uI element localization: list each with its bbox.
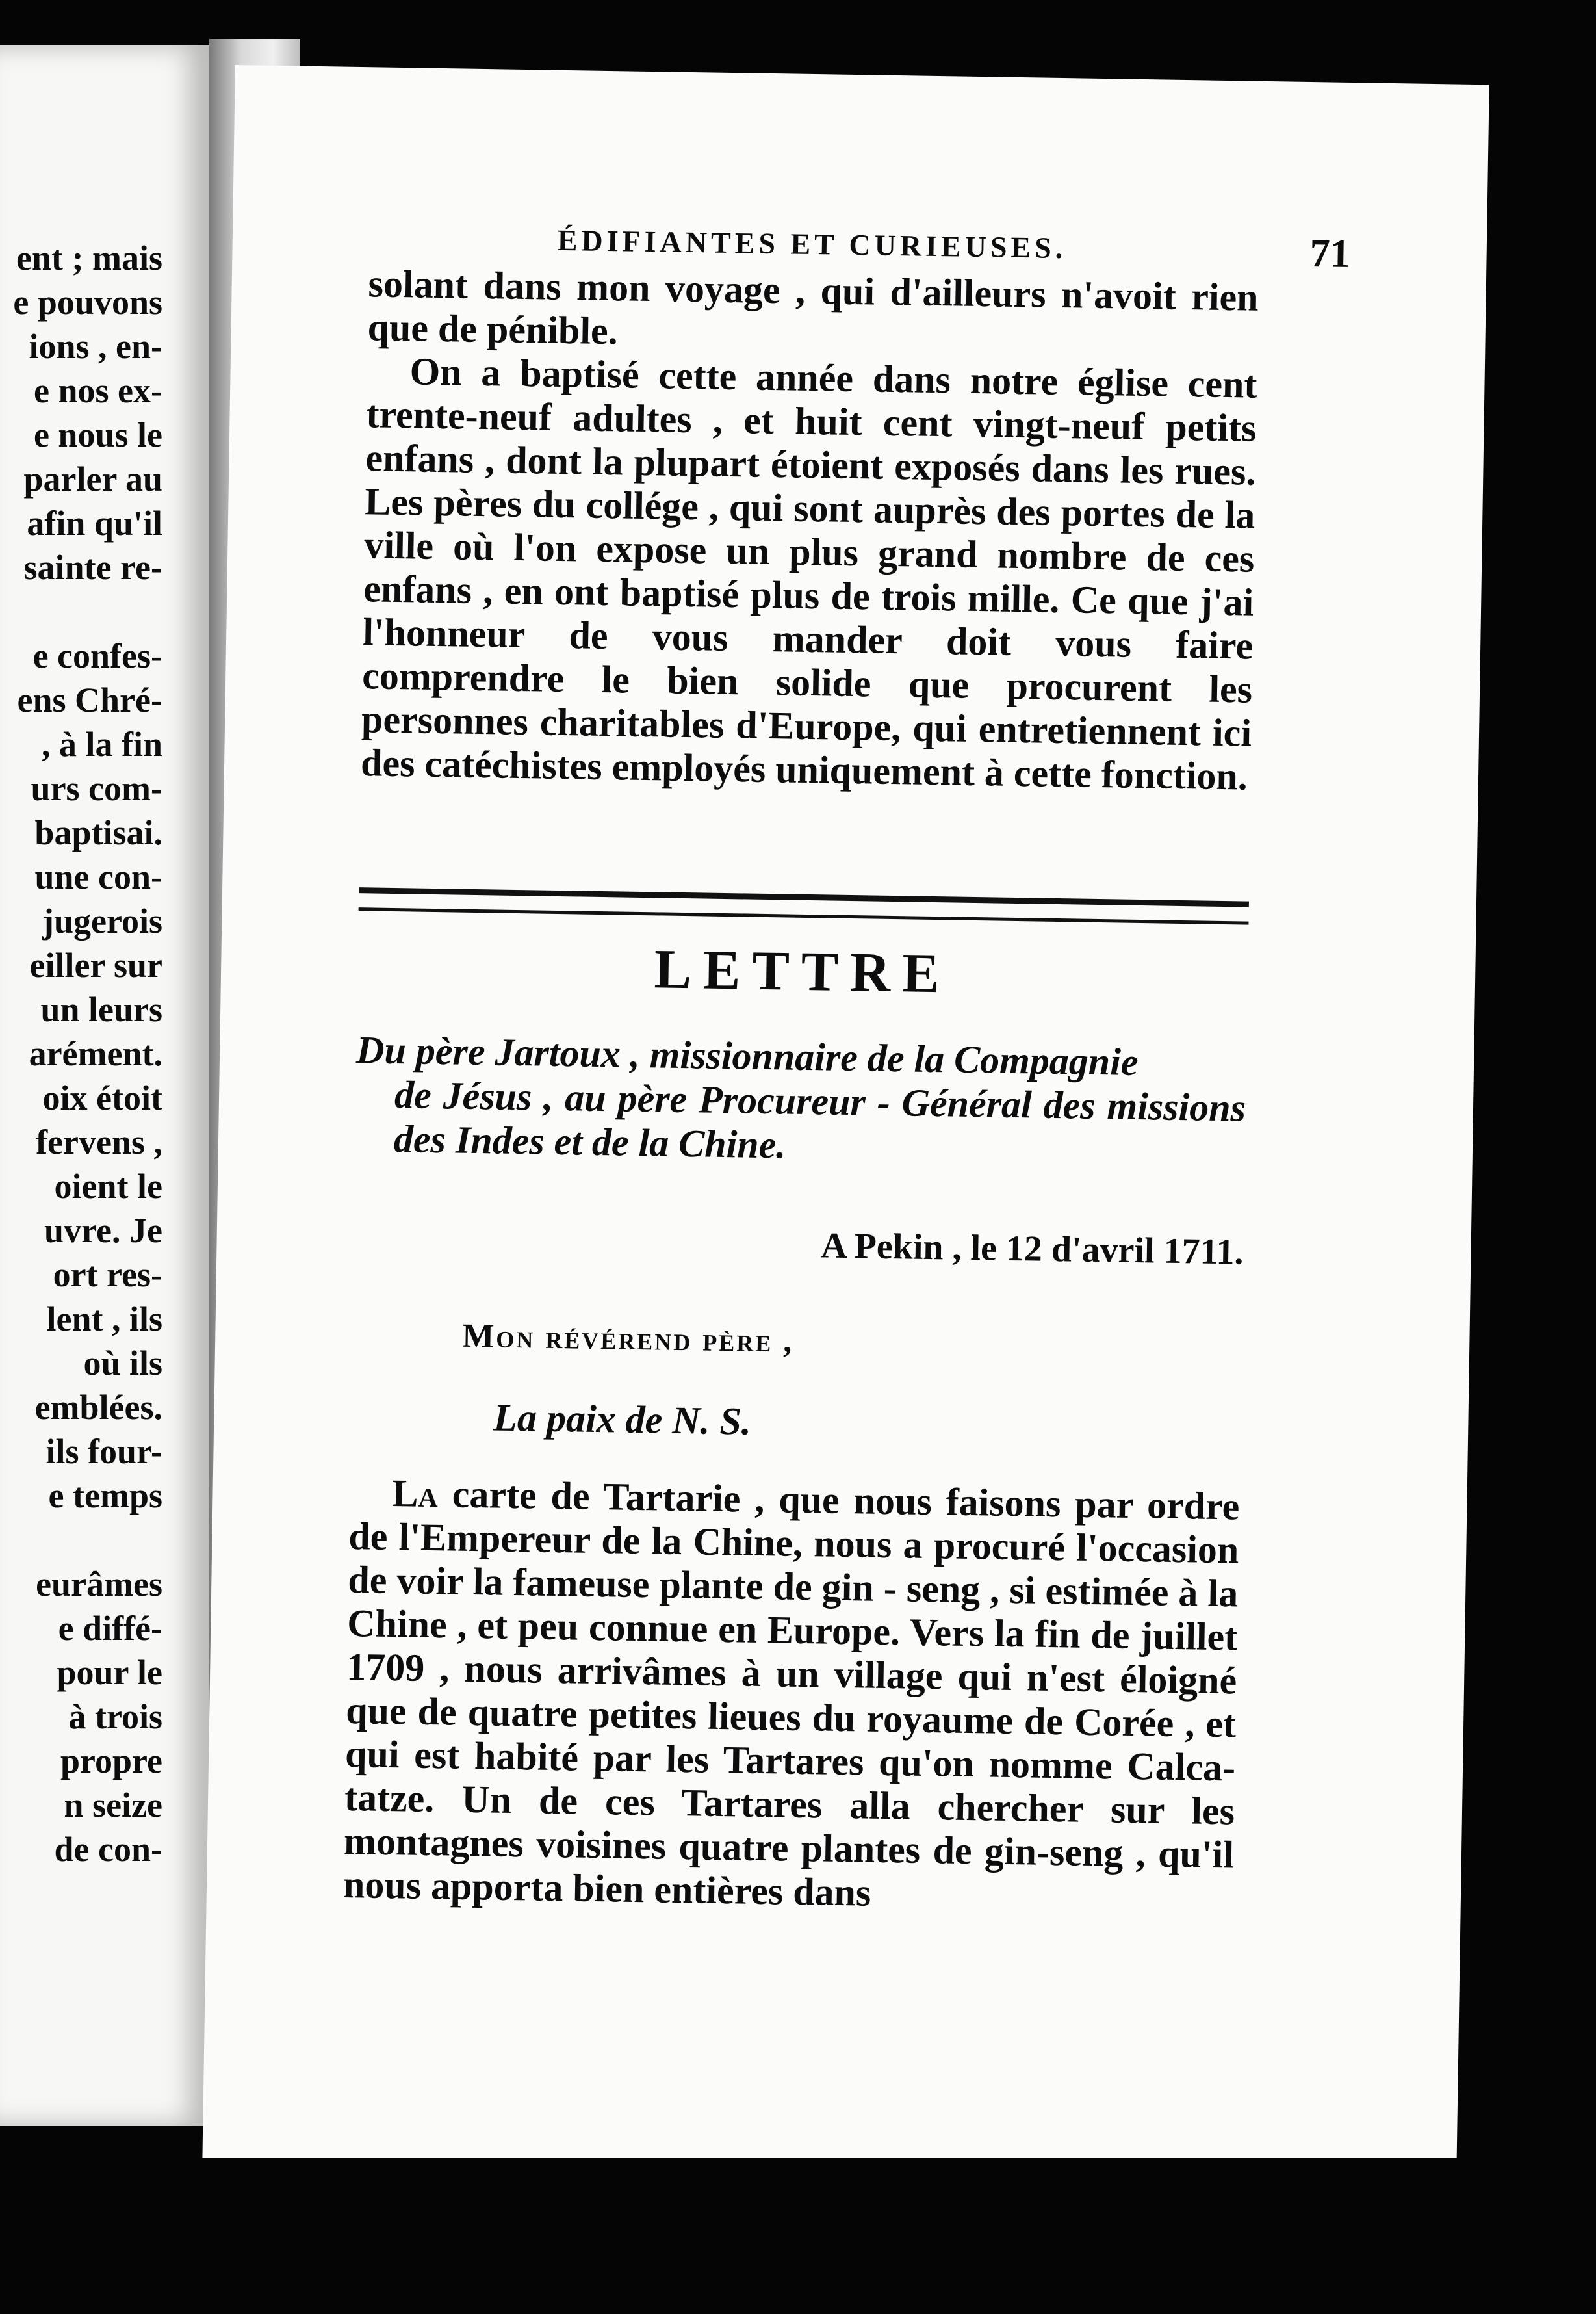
left-page-line: eurâmes xyxy=(36,1565,162,1604)
left-page-line: ions , en- xyxy=(29,327,162,366)
running-head-title: ÉDIFIANTES ET CURIEUSES. xyxy=(557,223,1067,265)
salutation: Mon révérend père , xyxy=(461,1317,794,1360)
left-page-line: e diffé- xyxy=(58,1609,162,1648)
left-page-line: arément. xyxy=(29,1034,162,1073)
left-page-line: ort res- xyxy=(53,1255,162,1294)
left-page-line: oient le xyxy=(54,1167,162,1206)
bottom-shadow xyxy=(195,2158,1495,2314)
page-number: 71 xyxy=(1309,231,1351,276)
drop-cap: La xyxy=(392,1472,439,1516)
dateline: A Pekin , le 12 d'avril 1711. xyxy=(820,1225,1244,1273)
left-page-line: un leurs xyxy=(40,990,162,1029)
letter-body-text: carte de Tartarie , que nous faisons par ordre de l'Empereur de la Chine, nous a procuré l'occasion de voir la fameuse plante de gin - seng , si estimée à la Chine , et peu connue en Europe. Vers la fin de juillet 1709 , nous arrivâmes à un village qui n'est éloigné que de quatre petites lieues du royaume de Corée , et qui est habité par les Tartares qu'on nomme Calca-tatze. Un de ces Tartares alla chercher sur les montagnes voisines quatre plantes de gin-seng , qu'il nous apporta bien entières dans xyxy=(342,1472,1240,1914)
left-page-line: e confes- xyxy=(32,636,162,675)
left-page-line: où ils xyxy=(83,1344,162,1383)
left-page-line: fervens , xyxy=(36,1123,162,1162)
subtitle-line-1: Du père Jartoux , missionnaire de la Compagnie xyxy=(355,1028,1139,1084)
left-page-line: ent ; mais xyxy=(16,239,162,278)
letter-body xyxy=(343,1471,1240,1920)
left-page-line: à trois xyxy=(68,1697,162,1736)
letter-heading: LETTRE xyxy=(654,937,952,1005)
continuation-paragraph: solant dans mon voyage , qui d'ailleurs n'avoit rien que de pénible. xyxy=(367,262,1259,353)
running-head xyxy=(557,223,1351,276)
greeting: La paix de N. S. xyxy=(493,1396,752,1443)
section-rule xyxy=(359,887,1249,925)
left-page-line: propre xyxy=(60,1741,162,1780)
left-page-fragment xyxy=(0,46,209,2126)
left-page-line: parler au xyxy=(23,460,162,499)
baptism-paragraph: On a baptisé cette année dans notre église cent trente-neuf adultes , et huit cent vingt-neuf petits enfans , dont la plupart étoient exposés dans les rues. Les pères du collége , qui sont auprès des portes de la ville où l'on expose un plus grand nombre de ces enfans , en ont baptisé plus de trois mille. Ce que j'ai l'honneur de vous mander doit vous faire comprendre le bien solide que procurent les personnes charitables d'Europe, qui entretiennent ici des catéchistes employés uniquement à cette fonction. xyxy=(360,350,1257,798)
left-page-line: jugerois xyxy=(42,902,162,941)
left-page-line: une con- xyxy=(34,857,162,896)
left-page-line: oix étoit xyxy=(42,1078,162,1117)
subtitle-line-rest: de Jésus , au père Procureur - Général des missions des Indes et de la Chine. xyxy=(393,1073,1246,1167)
left-page-line: urs com- xyxy=(31,769,162,808)
left-page-line: ens Chré- xyxy=(17,681,162,720)
left-page-line: emblées. xyxy=(34,1388,162,1427)
right-page xyxy=(201,65,1489,2223)
left-page-line: e temps xyxy=(48,1476,162,1515)
left-page-line: baptisai. xyxy=(34,813,162,852)
left-page-line: afin qu'il xyxy=(27,504,162,543)
left-page-line: de con- xyxy=(54,1830,162,1869)
left-page-line: sainte re- xyxy=(23,548,162,587)
left-page-line: n seize xyxy=(64,1786,162,1825)
left-page-line: , à la fin xyxy=(41,725,162,764)
left-page-line: pour le xyxy=(57,1653,162,1692)
left-page-line: eiller sur xyxy=(29,946,162,985)
letter-subtitle xyxy=(355,1028,1247,1174)
continuation-text xyxy=(361,262,1259,798)
left-page-line: e pouvons xyxy=(13,283,162,322)
left-page-line: lent , ils xyxy=(46,1299,162,1338)
left-page-line: e nos ex- xyxy=(34,371,162,410)
left-page-line: uvre. Je xyxy=(44,1211,162,1250)
left-page-line: e nous le xyxy=(33,415,162,454)
left-page-line: ils four- xyxy=(45,1432,162,1471)
